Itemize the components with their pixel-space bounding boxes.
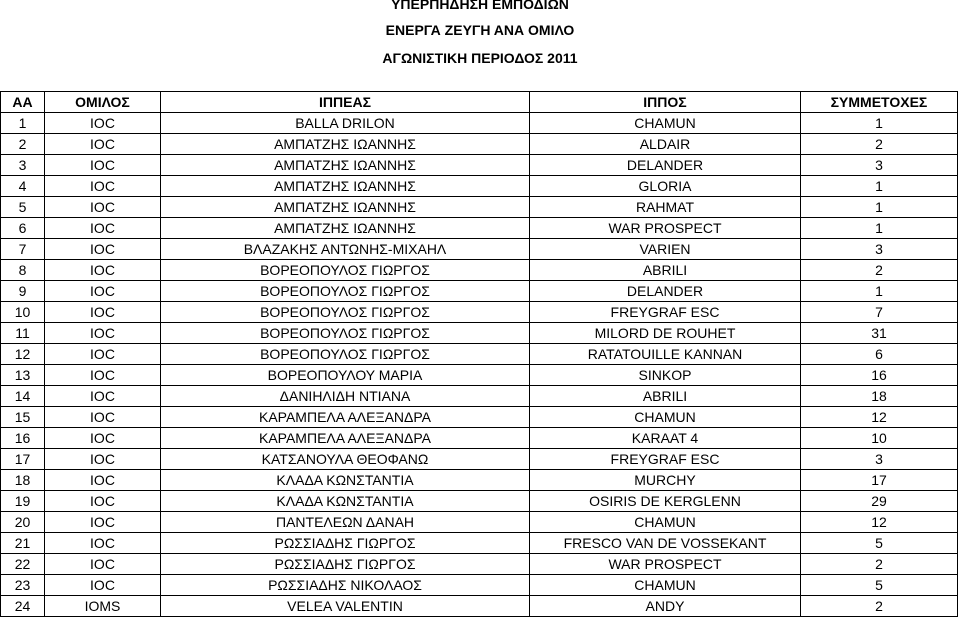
cell-rider: ΒΛΑΖΑΚΗΣ ΑΝΤΩΝΗΣ-ΜΙΧΑΗΛ bbox=[161, 239, 530, 260]
table-row bbox=[1, 575, 958, 596]
cell-participations: 5 bbox=[801, 533, 958, 554]
cell-participations: 18 bbox=[801, 386, 958, 407]
cell-aa: 1 bbox=[1, 113, 45, 134]
cell-aa: 8 bbox=[1, 260, 45, 281]
cell-club: IOC bbox=[45, 260, 161, 281]
cell-participations: 3 bbox=[801, 449, 958, 470]
cell-participations: 16 bbox=[801, 365, 958, 386]
cell-participations: 1 bbox=[801, 113, 958, 134]
cell-aa: 13 bbox=[1, 365, 45, 386]
document-title: ΥΠΕΡΠΗΔΗΣΗ ΕΜΠΟΔΙΩΝ bbox=[391, 0, 569, 12]
column-header-rider: ΙΠΠΕΑΣ bbox=[161, 92, 530, 113]
cell-participations: 3 bbox=[801, 239, 958, 260]
cell-club: IOC bbox=[45, 344, 161, 365]
cell-rider: ΑΜΠΑΤΖΗΣ ΙΩΑΝΝΗΣ bbox=[161, 176, 530, 197]
cell-aa: 11 bbox=[1, 323, 45, 344]
cell-horse: SINKOP bbox=[530, 365, 801, 386]
cell-aa: 15 bbox=[1, 407, 45, 428]
cell-participations: 10 bbox=[801, 428, 958, 449]
cell-aa: 3 bbox=[1, 155, 45, 176]
table-row bbox=[1, 281, 958, 302]
cell-horse: ABRILI bbox=[530, 386, 801, 407]
cell-rider: ΚΑΡΑΜΠΕΛΑ ΑΛΕΞΑΝΔΡΑ bbox=[161, 407, 530, 428]
cell-participations: 2 bbox=[801, 134, 958, 155]
cell-aa: 21 bbox=[1, 533, 45, 554]
cell-participations: 6 bbox=[801, 344, 958, 365]
cell-rider: ΚΛΑΔΑ ΚΩΝΣΤΑΝΤΙΑ bbox=[161, 491, 530, 512]
cell-rider: ΡΩΣΣΙΑΔΗΣ ΓΙΩΡΓΟΣ bbox=[161, 554, 530, 575]
table-row bbox=[1, 218, 958, 239]
cell-horse: CHAMUN bbox=[530, 512, 801, 533]
cell-aa: 23 bbox=[1, 575, 45, 596]
table-row bbox=[1, 239, 958, 260]
cell-aa: 24 bbox=[1, 596, 45, 617]
cell-aa: 6 bbox=[1, 218, 45, 239]
column-header-participations: ΣΥΜΜΕΤΟΧΕΣ bbox=[801, 92, 958, 113]
cell-rider: ΚΑΡΑΜΠΕΛΑ ΑΛΕΞΑΝΔΡΑ bbox=[161, 428, 530, 449]
table-row bbox=[1, 260, 958, 281]
table-row bbox=[1, 134, 958, 155]
cell-club: IOC bbox=[45, 512, 161, 533]
table-row bbox=[1, 386, 958, 407]
cell-rider: VELEA VALENTIN bbox=[161, 596, 530, 617]
cell-club: IOC bbox=[45, 218, 161, 239]
cell-aa: 19 bbox=[1, 491, 45, 512]
cell-horse: ABRILI bbox=[530, 260, 801, 281]
cell-participations: 1 bbox=[801, 176, 958, 197]
cell-horse: MILORD DE ROUHET bbox=[530, 323, 801, 344]
cell-rider: ΚΑΤΣΑΝΟΥΛΑ ΘΕΟΦΑΝΩ bbox=[161, 449, 530, 470]
cell-horse: OSIRIS DE KERGLENN bbox=[530, 491, 801, 512]
cell-rider: BALLA DRILON bbox=[161, 113, 530, 134]
cell-aa: 9 bbox=[1, 281, 45, 302]
cell-horse: FREYGRAF ESC bbox=[530, 302, 801, 323]
cell-participations: 17 bbox=[801, 470, 958, 491]
cell-club: IOC bbox=[45, 239, 161, 260]
cell-club: IOC bbox=[45, 155, 161, 176]
cell-participations: 12 bbox=[801, 512, 958, 533]
cell-club: IOMS bbox=[45, 596, 161, 617]
cell-aa: 7 bbox=[1, 239, 45, 260]
cell-participations: 29 bbox=[801, 491, 958, 512]
cell-club: IOC bbox=[45, 386, 161, 407]
cell-aa: 10 bbox=[1, 302, 45, 323]
cell-participations: 1 bbox=[801, 218, 958, 239]
table-row bbox=[1, 533, 958, 554]
column-header-aa: ΑΑ bbox=[1, 92, 45, 113]
table-row bbox=[1, 323, 958, 344]
cell-rider: ΒΟΡΕΟΠΟΥΛΟΣ ΓΙΩΡΓΟΣ bbox=[161, 281, 530, 302]
cell-club: IOC bbox=[45, 533, 161, 554]
cell-horse: DELANDER bbox=[530, 281, 801, 302]
cell-horse: WAR PROSPECT bbox=[530, 554, 801, 575]
table-row bbox=[1, 554, 958, 575]
cell-club: IOC bbox=[45, 323, 161, 344]
cell-club: IOC bbox=[45, 470, 161, 491]
table-row bbox=[1, 407, 958, 428]
cell-club: IOC bbox=[45, 176, 161, 197]
cell-rider: ΒΟΡΕΟΠΟΥΛΟΣ ΓΙΩΡΓΟΣ bbox=[161, 302, 530, 323]
cell-participations: 1 bbox=[801, 197, 958, 218]
cell-participations: 3 bbox=[801, 155, 958, 176]
cell-rider: ΑΜΠΑΤΖΗΣ ΙΩΑΝΝΗΣ bbox=[161, 197, 530, 218]
cell-club: IOC bbox=[45, 113, 161, 134]
cell-horse: ALDAIR bbox=[530, 134, 801, 155]
cell-horse: GLORIA bbox=[530, 176, 801, 197]
cell-participations: 2 bbox=[801, 596, 958, 617]
cell-horse: KARAAT 4 bbox=[530, 428, 801, 449]
cell-horse: CHAMUN bbox=[530, 575, 801, 596]
table-row bbox=[1, 512, 958, 533]
table-row bbox=[1, 491, 958, 512]
cell-participations: 2 bbox=[801, 260, 958, 281]
cell-rider: ΠΑΝΤΕΛΕΩΝ ΔΑΝΑΗ bbox=[161, 512, 530, 533]
cell-participations: 31 bbox=[801, 323, 958, 344]
cell-aa: 12 bbox=[1, 344, 45, 365]
table-row bbox=[1, 302, 958, 323]
cell-rider: ΑΜΠΑΤΖΗΣ ΙΩΑΝΝΗΣ bbox=[161, 218, 530, 239]
cell-horse: FREYGRAF ESC bbox=[530, 449, 801, 470]
table-row bbox=[1, 596, 958, 617]
cell-rider: ΑΜΠΑΤΖΗΣ ΙΩΑΝΝΗΣ bbox=[161, 134, 530, 155]
column-header-horse: ΙΠΠΟΣ bbox=[530, 92, 801, 113]
table-row bbox=[1, 470, 958, 491]
table-row bbox=[1, 428, 958, 449]
cell-participations: 1 bbox=[801, 281, 958, 302]
cell-horse: RAHMAT bbox=[530, 197, 801, 218]
cell-horse: MURCHY bbox=[530, 470, 801, 491]
cell-rider: ΡΩΣΣΙΑΔΗΣ ΝΙΚΟΛΑΟΣ bbox=[161, 575, 530, 596]
cell-participations: 5 bbox=[801, 575, 958, 596]
table-row bbox=[1, 344, 958, 365]
table-row bbox=[1, 155, 958, 176]
cell-aa: 14 bbox=[1, 386, 45, 407]
cell-participations: 2 bbox=[801, 554, 958, 575]
cell-club: IOC bbox=[45, 407, 161, 428]
cell-club: IOC bbox=[45, 134, 161, 155]
cell-rider: ΒΟΡΕΟΠΟΥΛΟΣ ΓΙΩΡΓΟΣ bbox=[161, 344, 530, 365]
table-body bbox=[1, 113, 958, 617]
cell-aa: 20 bbox=[1, 512, 45, 533]
cell-participations: 12 bbox=[801, 407, 958, 428]
cell-club: IOC bbox=[45, 491, 161, 512]
table-row bbox=[1, 365, 958, 386]
cell-club: IOC bbox=[45, 554, 161, 575]
cell-horse: CHAMUN bbox=[530, 113, 801, 134]
table-row bbox=[1, 449, 958, 470]
document-subtitle: ΕΝΕΡΓΑ ΖΕΥΓΗ ΑΝΑ ΟΜΙΛΟ bbox=[385, 22, 575, 38]
table-header-row bbox=[1, 92, 958, 113]
cell-rider: ΔΑΝΙΗΛΙΔΗ ΝΤΙΑΝΑ bbox=[161, 386, 530, 407]
cell-horse: RATATOUILLE KANNAN bbox=[530, 344, 801, 365]
table-row bbox=[1, 197, 958, 218]
cell-rider: ΒΟΡΕΟΠΟΥΛΟΥ ΜΑΡΙΑ bbox=[161, 365, 530, 386]
cell-club: IOC bbox=[45, 575, 161, 596]
pairs-table bbox=[0, 91, 958, 617]
cell-horse: ANDY bbox=[530, 596, 801, 617]
cell-aa: 5 bbox=[1, 197, 45, 218]
cell-horse: CHAMUN bbox=[530, 407, 801, 428]
cell-aa: 2 bbox=[1, 134, 45, 155]
cell-club: IOC bbox=[45, 197, 161, 218]
table-row bbox=[1, 176, 958, 197]
cell-horse: DELANDER bbox=[530, 155, 801, 176]
cell-horse: VARIEN bbox=[530, 239, 801, 260]
cell-rider: ΡΩΣΣΙΑΔΗΣ ΓΙΩΡΓΟΣ bbox=[161, 533, 530, 554]
cell-rider: ΑΜΠΑΤΖΗΣ ΙΩΑΝΝΗΣ bbox=[161, 155, 530, 176]
cell-aa: 17 bbox=[1, 449, 45, 470]
cell-aa: 16 bbox=[1, 428, 45, 449]
cell-horse: WAR PROSPECT bbox=[530, 218, 801, 239]
cell-club: IOC bbox=[45, 449, 161, 470]
cell-rider: ΒΟΡΕΟΠΟΥΛΟΣ ΓΙΩΡΓΟΣ bbox=[161, 260, 530, 281]
table-row bbox=[1, 113, 958, 134]
season-label: ΑΓΩΝΙΣΤΙΚΗ ΠΕΡΙΟΔΟΣ 2011 bbox=[382, 50, 578, 66]
cell-rider: ΒΟΡΕΟΠΟΥΛΟΣ ΓΙΩΡΓΟΣ bbox=[161, 323, 530, 344]
cell-rider: ΚΛΑΔΑ ΚΩΝΣΤΑΝΤΙΑ bbox=[161, 470, 530, 491]
cell-club: IOC bbox=[45, 302, 161, 323]
cell-aa: 4 bbox=[1, 176, 45, 197]
column-header-club: ΟΜΙΛΟΣ bbox=[45, 92, 161, 113]
cell-club: IOC bbox=[45, 281, 161, 302]
cell-club: IOC bbox=[45, 365, 161, 386]
cell-aa: 22 bbox=[1, 554, 45, 575]
cell-horse: FRESCO VAN DE VOSSEKANT bbox=[530, 533, 801, 554]
cell-aa: 18 bbox=[1, 470, 45, 491]
cell-club: IOC bbox=[45, 428, 161, 449]
cell-participations: 7 bbox=[801, 302, 958, 323]
